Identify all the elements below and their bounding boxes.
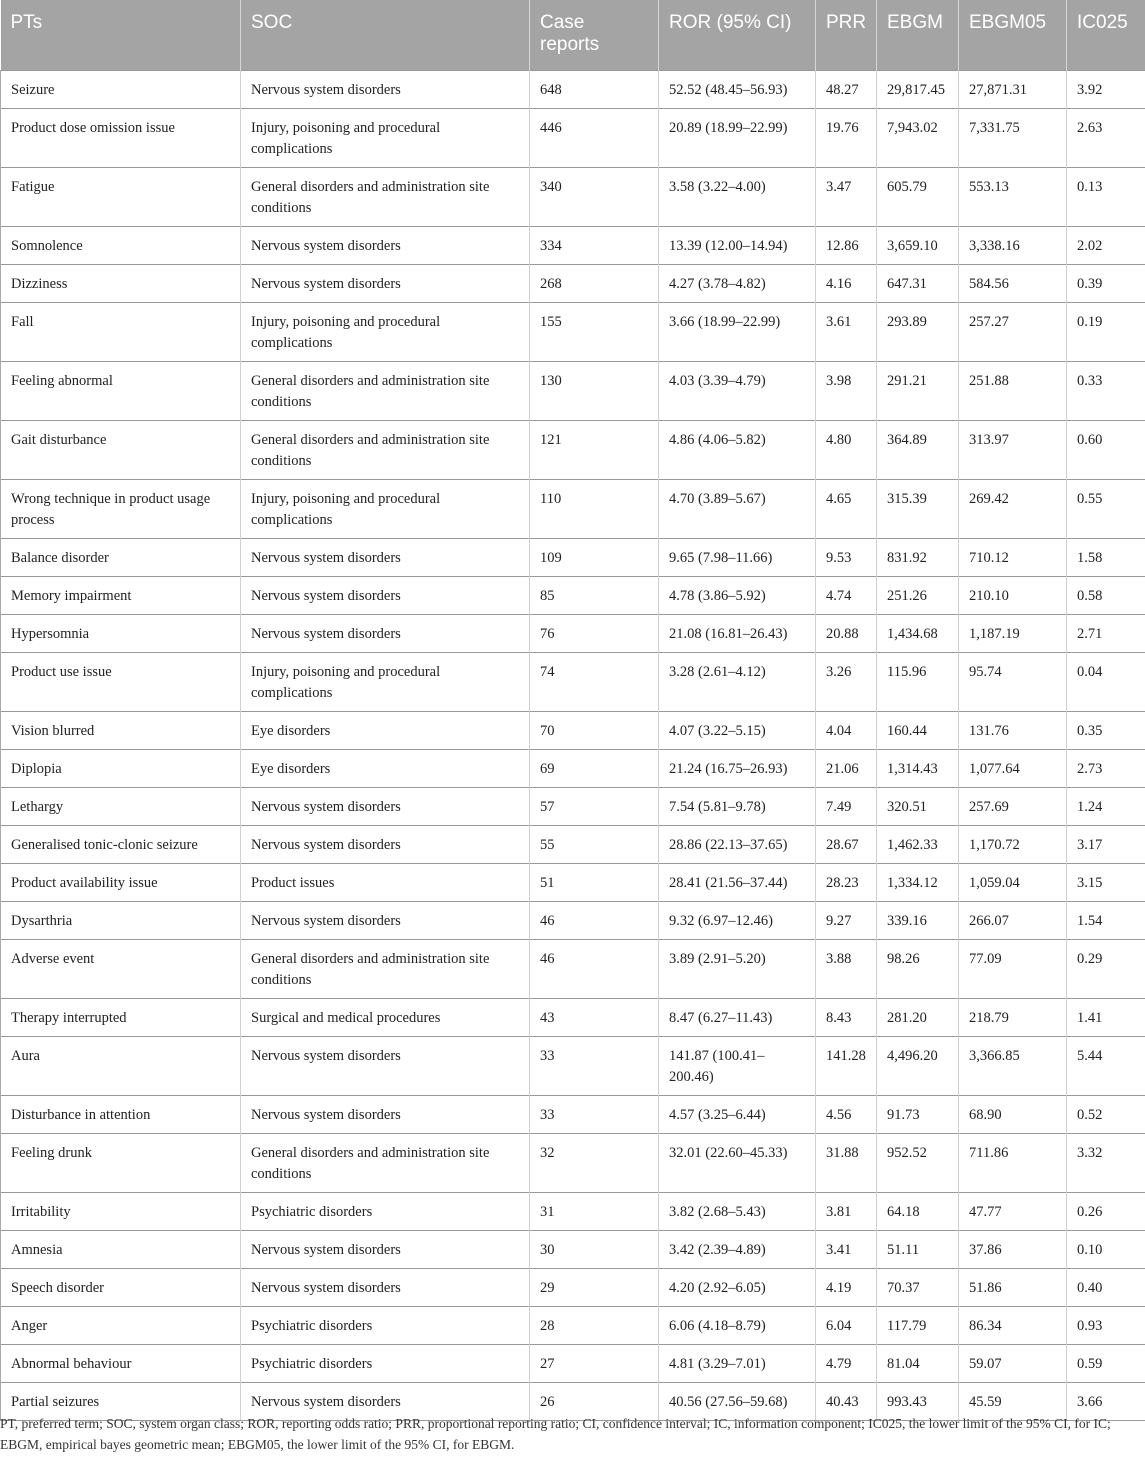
cell-pts: Partial seizures bbox=[1, 1382, 241, 1420]
cell-ebgm05: 7,331.75 bbox=[959, 108, 1067, 167]
cell-ror: 3.66 (18.99–22.99) bbox=[659, 302, 816, 361]
cell-prr: 48.27 bbox=[816, 70, 877, 108]
cell-soc: Nervous system disorders bbox=[241, 1036, 530, 1095]
cell-soc: Nervous system disorders bbox=[241, 1230, 530, 1268]
cell-ebgm: 320.51 bbox=[877, 787, 959, 825]
cell-ebgm: 293.89 bbox=[877, 302, 959, 361]
cell-ebgm05: 251.88 bbox=[959, 361, 1067, 420]
table-header bbox=[1, 0, 1145, 70]
cell-ic025: 0.29 bbox=[1067, 939, 1145, 998]
cell-prr: 9.53 bbox=[816, 538, 877, 576]
table-row bbox=[1, 538, 1145, 576]
cell-pts: Balance disorder bbox=[1, 538, 241, 576]
cell-ebgm: 7,943.02 bbox=[877, 108, 959, 167]
cell-ic025: 0.39 bbox=[1067, 264, 1145, 302]
cell-prr: 3.41 bbox=[816, 1230, 877, 1268]
cell-ebgm05: 218.79 bbox=[959, 998, 1067, 1036]
cell-prr: 3.81 bbox=[816, 1192, 877, 1230]
column-header-ebgm: EBGM bbox=[877, 0, 959, 70]
cell-case-reports: 28 bbox=[530, 1306, 659, 1344]
cell-ebgm: 3,659.10 bbox=[877, 226, 959, 264]
cell-ebgm: 647.31 bbox=[877, 264, 959, 302]
cell-pts: Aura bbox=[1, 1036, 241, 1095]
cell-ebgm: 1,334.12 bbox=[877, 863, 959, 901]
cell-ebgm05: 95.74 bbox=[959, 652, 1067, 711]
cell-soc: Psychiatric disorders bbox=[241, 1192, 530, 1230]
table-row bbox=[1, 108, 1145, 167]
cell-prr: 4.74 bbox=[816, 576, 877, 614]
cell-ic025: 3.66 bbox=[1067, 1382, 1145, 1420]
table-row bbox=[1, 863, 1145, 901]
cell-pts: Feeling drunk bbox=[1, 1133, 241, 1192]
cell-ebgm05: 210.10 bbox=[959, 576, 1067, 614]
cell-pts: Vision blurred bbox=[1, 711, 241, 749]
cell-ic025: 2.02 bbox=[1067, 226, 1145, 264]
cell-prr: 4.56 bbox=[816, 1095, 877, 1133]
cell-ror: 3.28 (2.61–4.12) bbox=[659, 652, 816, 711]
cell-soc: Injury, poisoning and procedural complications bbox=[241, 302, 530, 361]
cell-ror: 28.41 (21.56–37.44) bbox=[659, 863, 816, 901]
cell-ror: 4.70 (3.89–5.67) bbox=[659, 479, 816, 538]
cell-soc: Nervous system disorders bbox=[241, 264, 530, 302]
cell-ic025: 0.40 bbox=[1067, 1268, 1145, 1306]
cell-case-reports: 26 bbox=[530, 1382, 659, 1420]
cell-ic025: 2.71 bbox=[1067, 614, 1145, 652]
cell-ebgm: 98.26 bbox=[877, 939, 959, 998]
cell-soc: Injury, poisoning and procedural complications bbox=[241, 108, 530, 167]
cell-pts: Dysarthria bbox=[1, 901, 241, 939]
cell-prr: 4.16 bbox=[816, 264, 877, 302]
cell-soc: Product issues bbox=[241, 863, 530, 901]
cell-pts: Generalised tonic-clonic seizure bbox=[1, 825, 241, 863]
cell-soc: Nervous system disorders bbox=[241, 576, 530, 614]
cell-ror: 13.39 (12.00–14.94) bbox=[659, 226, 816, 264]
cell-ic025: 3.17 bbox=[1067, 825, 1145, 863]
cell-soc: Surgical and medical procedures bbox=[241, 998, 530, 1036]
cell-ror: 9.65 (7.98–11.66) bbox=[659, 538, 816, 576]
cell-ror: 40.56 (27.56–59.68) bbox=[659, 1382, 816, 1420]
cell-ic025: 2.73 bbox=[1067, 749, 1145, 787]
cell-ic025: 2.63 bbox=[1067, 108, 1145, 167]
cell-case-reports: 30 bbox=[530, 1230, 659, 1268]
cell-soc: Nervous system disorders bbox=[241, 1268, 530, 1306]
cell-ic025: 3.15 bbox=[1067, 863, 1145, 901]
cell-ror: 9.32 (6.97–12.46) bbox=[659, 901, 816, 939]
cell-ic025: 0.59 bbox=[1067, 1344, 1145, 1382]
cell-pts: Product use issue bbox=[1, 652, 241, 711]
cell-soc: Eye disorders bbox=[241, 711, 530, 749]
cell-prr: 141.28 bbox=[816, 1036, 877, 1095]
cell-pts: Abnormal behaviour bbox=[1, 1344, 241, 1382]
column-header-case-reports: Case reports bbox=[530, 0, 659, 70]
cell-case-reports: 55 bbox=[530, 825, 659, 863]
cell-ror: 4.27 (3.78–4.82) bbox=[659, 264, 816, 302]
cell-soc: General disorders and administration site conditions bbox=[241, 1133, 530, 1192]
cell-ebgm05: 45.59 bbox=[959, 1382, 1067, 1420]
cell-pts: Irritability bbox=[1, 1192, 241, 1230]
cell-ror: 141.87 (100.41–200.46) bbox=[659, 1036, 816, 1095]
cell-ic025: 0.13 bbox=[1067, 167, 1145, 226]
cell-case-reports: 33 bbox=[530, 1095, 659, 1133]
cell-soc: Nervous system disorders bbox=[241, 1095, 530, 1133]
cell-soc: General disorders and administration site conditions bbox=[241, 361, 530, 420]
cell-ror: 28.86 (22.13–37.65) bbox=[659, 825, 816, 863]
cell-prr: 7.49 bbox=[816, 787, 877, 825]
cell-prr: 4.80 bbox=[816, 420, 877, 479]
cell-pts: Therapy interrupted bbox=[1, 998, 241, 1036]
cell-prr: 31.88 bbox=[816, 1133, 877, 1192]
table-row bbox=[1, 479, 1145, 538]
cell-ebgm: 160.44 bbox=[877, 711, 959, 749]
cell-prr: 3.98 bbox=[816, 361, 877, 420]
cell-ror: 3.89 (2.91–5.20) bbox=[659, 939, 816, 998]
cell-ebgm: 29,817.45 bbox=[877, 70, 959, 108]
cell-case-reports: 76 bbox=[530, 614, 659, 652]
cell-ebgm: 117.79 bbox=[877, 1306, 959, 1344]
cell-ic025: 0.04 bbox=[1067, 652, 1145, 711]
cell-pts: Gait disturbance bbox=[1, 420, 241, 479]
cell-soc: Nervous system disorders bbox=[241, 538, 530, 576]
cell-case-reports: 340 bbox=[530, 167, 659, 226]
table-row bbox=[1, 361, 1145, 420]
cell-ebgm05: 51.86 bbox=[959, 1268, 1067, 1306]
cell-ic025: 1.41 bbox=[1067, 998, 1145, 1036]
cell-ebgm: 291.21 bbox=[877, 361, 959, 420]
cell-ebgm05: 68.90 bbox=[959, 1095, 1067, 1133]
cell-prr: 20.88 bbox=[816, 614, 877, 652]
cell-case-reports: 46 bbox=[530, 901, 659, 939]
table-row bbox=[1, 1230, 1145, 1268]
table-row bbox=[1, 226, 1145, 264]
cell-ebgm05: 584.56 bbox=[959, 264, 1067, 302]
cell-ebgm: 605.79 bbox=[877, 167, 959, 226]
cell-pts: Hypersomnia bbox=[1, 614, 241, 652]
cell-ebgm05: 3,338.16 bbox=[959, 226, 1067, 264]
cell-ebgm: 1,434.68 bbox=[877, 614, 959, 652]
cell-ebgm05: 1,059.04 bbox=[959, 863, 1067, 901]
table-row bbox=[1, 1133, 1145, 1192]
cell-soc: Nervous system disorders bbox=[241, 901, 530, 939]
cell-pts: Feeling abnormal bbox=[1, 361, 241, 420]
cell-ebgm: 1,462.33 bbox=[877, 825, 959, 863]
cell-pts: Fall bbox=[1, 302, 241, 361]
cell-case-reports: 155 bbox=[530, 302, 659, 361]
cell-ror: 3.58 (3.22–4.00) bbox=[659, 167, 816, 226]
cell-case-reports: 31 bbox=[530, 1192, 659, 1230]
cell-case-reports: 268 bbox=[530, 264, 659, 302]
table-row bbox=[1, 1306, 1145, 1344]
cell-ror: 7.54 (5.81–9.78) bbox=[659, 787, 816, 825]
column-header-ic025: IC025 bbox=[1067, 0, 1145, 70]
cell-ror: 4.07 (3.22–5.15) bbox=[659, 711, 816, 749]
cell-case-reports: 85 bbox=[530, 576, 659, 614]
table-row bbox=[1, 167, 1145, 226]
cell-ebgm05: 313.97 bbox=[959, 420, 1067, 479]
table-row bbox=[1, 614, 1145, 652]
cell-case-reports: 46 bbox=[530, 939, 659, 998]
cell-ror: 21.08 (16.81–26.43) bbox=[659, 614, 816, 652]
cell-ebgm: 70.37 bbox=[877, 1268, 959, 1306]
cell-ebgm: 993.43 bbox=[877, 1382, 959, 1420]
cell-soc: Nervous system disorders bbox=[241, 1382, 530, 1420]
cell-ebgm: 952.52 bbox=[877, 1133, 959, 1192]
table-row bbox=[1, 652, 1145, 711]
cell-case-reports: 130 bbox=[530, 361, 659, 420]
cell-case-reports: 110 bbox=[530, 479, 659, 538]
cell-ebgm05: 86.34 bbox=[959, 1306, 1067, 1344]
cell-prr: 3.88 bbox=[816, 939, 877, 998]
cell-soc: General disorders and administration site conditions bbox=[241, 939, 530, 998]
cell-prr: 8.43 bbox=[816, 998, 877, 1036]
cell-prr: 9.27 bbox=[816, 901, 877, 939]
cell-ror: 4.81 (3.29–7.01) bbox=[659, 1344, 816, 1382]
cell-prr: 6.04 bbox=[816, 1306, 877, 1344]
cell-pts: Anger bbox=[1, 1306, 241, 1344]
cell-ebgm05: 131.76 bbox=[959, 711, 1067, 749]
cell-soc: Nervous system disorders bbox=[241, 787, 530, 825]
cell-ic025: 0.26 bbox=[1067, 1192, 1145, 1230]
cell-pts: Product availability issue bbox=[1, 863, 241, 901]
table-row bbox=[1, 576, 1145, 614]
cell-ebgm: 64.18 bbox=[877, 1192, 959, 1230]
cell-ic025: 1.58 bbox=[1067, 538, 1145, 576]
cell-ebgm: 51.11 bbox=[877, 1230, 959, 1268]
cell-ebgm: 831.92 bbox=[877, 538, 959, 576]
cell-prr: 28.67 bbox=[816, 825, 877, 863]
cell-ic025: 0.52 bbox=[1067, 1095, 1145, 1133]
table-row bbox=[1, 1192, 1145, 1230]
table-row bbox=[1, 939, 1145, 998]
cell-soc: Psychiatric disorders bbox=[241, 1344, 530, 1382]
cell-case-reports: 51 bbox=[530, 863, 659, 901]
cell-ic025: 0.35 bbox=[1067, 711, 1145, 749]
cell-pts: Dizziness bbox=[1, 264, 241, 302]
column-header-ror: ROR (95% CI) bbox=[659, 0, 816, 70]
table-row bbox=[1, 749, 1145, 787]
cell-soc: Eye disorders bbox=[241, 749, 530, 787]
cell-pts: Lethargy bbox=[1, 787, 241, 825]
cell-case-reports: 29 bbox=[530, 1268, 659, 1306]
cell-case-reports: 57 bbox=[530, 787, 659, 825]
cell-prr: 3.47 bbox=[816, 167, 877, 226]
cell-ic025: 0.55 bbox=[1067, 479, 1145, 538]
cell-ebgm05: 77.09 bbox=[959, 939, 1067, 998]
cell-ic025: 0.10 bbox=[1067, 1230, 1145, 1268]
table-row bbox=[1, 825, 1145, 863]
cell-ebgm05: 257.27 bbox=[959, 302, 1067, 361]
cell-ebgm05: 37.86 bbox=[959, 1230, 1067, 1268]
cell-ebgm05: 27,871.31 bbox=[959, 70, 1067, 108]
cell-case-reports: 74 bbox=[530, 652, 659, 711]
cell-ic025: 0.58 bbox=[1067, 576, 1145, 614]
cell-ror: 4.03 (3.39–4.79) bbox=[659, 361, 816, 420]
cell-soc: Psychiatric disorders bbox=[241, 1306, 530, 1344]
cell-case-reports: 32 bbox=[530, 1133, 659, 1192]
cell-soc: Injury, poisoning and procedural complications bbox=[241, 652, 530, 711]
table-row bbox=[1, 998, 1145, 1036]
cell-pts: Fatigue bbox=[1, 167, 241, 226]
cell-ic025: 0.19 bbox=[1067, 302, 1145, 361]
table-row bbox=[1, 1268, 1145, 1306]
cell-ic025: 1.24 bbox=[1067, 787, 1145, 825]
cell-prr: 19.76 bbox=[816, 108, 877, 167]
cell-ic025: 5.44 bbox=[1067, 1036, 1145, 1095]
cell-ic025: 0.93 bbox=[1067, 1306, 1145, 1344]
cell-pts: Memory impairment bbox=[1, 576, 241, 614]
cell-ebgm05: 47.77 bbox=[959, 1192, 1067, 1230]
cell-prr: 3.26 bbox=[816, 652, 877, 711]
cell-soc: General disorders and administration site conditions bbox=[241, 167, 530, 226]
cell-ror: 4.57 (3.25–6.44) bbox=[659, 1095, 816, 1133]
cell-ebgm: 91.73 bbox=[877, 1095, 959, 1133]
cell-soc: Nervous system disorders bbox=[241, 70, 530, 108]
cell-ic025: 0.33 bbox=[1067, 361, 1145, 420]
cell-ic025: 3.92 bbox=[1067, 70, 1145, 108]
cell-soc: Nervous system disorders bbox=[241, 614, 530, 652]
table-body bbox=[1, 70, 1145, 1420]
cell-pts: Somnolence bbox=[1, 226, 241, 264]
cell-prr: 4.79 bbox=[816, 1344, 877, 1382]
cell-case-reports: 648 bbox=[530, 70, 659, 108]
cell-ebgm05: 711.86 bbox=[959, 1133, 1067, 1192]
cell-case-reports: 109 bbox=[530, 538, 659, 576]
cell-soc: Nervous system disorders bbox=[241, 825, 530, 863]
cell-ebgm05: 257.69 bbox=[959, 787, 1067, 825]
column-header-soc: SOC bbox=[241, 0, 530, 70]
table-row bbox=[1, 1095, 1145, 1133]
table-row bbox=[1, 787, 1145, 825]
cell-ebgm: 251.26 bbox=[877, 576, 959, 614]
cell-prr: 4.65 bbox=[816, 479, 877, 538]
cell-ror: 4.78 (3.86–5.92) bbox=[659, 576, 816, 614]
table-row bbox=[1, 70, 1145, 108]
cell-ebgm: 364.89 bbox=[877, 420, 959, 479]
cell-ebgm05: 3,366.85 bbox=[959, 1036, 1067, 1095]
cell-ebgm05: 269.42 bbox=[959, 479, 1067, 538]
cell-case-reports: 69 bbox=[530, 749, 659, 787]
cell-pts: Wrong technique in product usage process bbox=[1, 479, 241, 538]
column-header-pts: PTs bbox=[1, 0, 241, 70]
cell-soc: General disorders and administration site conditions bbox=[241, 420, 530, 479]
cell-pts: Product dose omission issue bbox=[1, 108, 241, 167]
column-header-ebgm05: EBGM05 bbox=[959, 0, 1067, 70]
cell-ror: 4.86 (4.06–5.82) bbox=[659, 420, 816, 479]
cell-pts: Adverse event bbox=[1, 939, 241, 998]
cell-pts: Amnesia bbox=[1, 1230, 241, 1268]
cell-ebgm: 4,496.20 bbox=[877, 1036, 959, 1095]
table-row bbox=[1, 420, 1145, 479]
cell-pts: Speech disorder bbox=[1, 1268, 241, 1306]
cell-case-reports: 70 bbox=[530, 711, 659, 749]
cell-ror: 21.24 (16.75–26.93) bbox=[659, 749, 816, 787]
table-row bbox=[1, 264, 1145, 302]
cell-prr: 28.23 bbox=[816, 863, 877, 901]
cell-ror: 8.47 (6.27–11.43) bbox=[659, 998, 816, 1036]
cell-ebgm05: 710.12 bbox=[959, 538, 1067, 576]
table-row bbox=[1, 711, 1145, 749]
cell-prr: 3.61 bbox=[816, 302, 877, 361]
cell-prr: 40.43 bbox=[816, 1382, 877, 1420]
cell-pts: Disturbance in attention bbox=[1, 1095, 241, 1133]
cell-ebgm: 115.96 bbox=[877, 652, 959, 711]
cell-ebgm05: 1,077.64 bbox=[959, 749, 1067, 787]
cell-soc: Injury, poisoning and procedural complications bbox=[241, 479, 530, 538]
cell-case-reports: 27 bbox=[530, 1344, 659, 1382]
cell-ic025: 1.54 bbox=[1067, 901, 1145, 939]
table-row bbox=[1, 1036, 1145, 1095]
cell-case-reports: 43 bbox=[530, 998, 659, 1036]
cell-ebgm05: 266.07 bbox=[959, 901, 1067, 939]
cell-ror: 20.89 (18.99–22.99) bbox=[659, 108, 816, 167]
cell-prr: 12.86 bbox=[816, 226, 877, 264]
cell-ebgm: 281.20 bbox=[877, 998, 959, 1036]
cell-prr: 4.19 bbox=[816, 1268, 877, 1306]
cell-ebgm: 1,314.43 bbox=[877, 749, 959, 787]
table-row bbox=[1, 1344, 1145, 1382]
table-footnote: PT, preferred term; SOC, system organ class; ROR, reporting odds ratio; PRR, proportional reporting ratio; CI, confidence interval; IC, information component; IC025, the lower limit of the 95% CI, for IC; EBGM, empirical bayes geometric mean; EBGM05, the lower limit of the 95% CI, for EBGM. bbox=[0, 1416, 1111, 1452]
cell-ror: 32.01 (22.60–45.33) bbox=[659, 1133, 816, 1192]
column-header-prr: PRR bbox=[816, 0, 877, 70]
cell-ic025: 3.32 bbox=[1067, 1133, 1145, 1192]
cell-ror: 3.82 (2.68–5.43) bbox=[659, 1192, 816, 1230]
cell-pts: Diplopia bbox=[1, 749, 241, 787]
cell-case-reports: 446 bbox=[530, 108, 659, 167]
header-row bbox=[1, 0, 1145, 70]
cell-ror: 3.42 (2.39–4.89) bbox=[659, 1230, 816, 1268]
cell-soc: Nervous system disorders bbox=[241, 226, 530, 264]
table-row bbox=[1, 302, 1145, 361]
cell-pts: Seizure bbox=[1, 70, 241, 108]
cell-ror: 6.06 (4.18–8.79) bbox=[659, 1306, 816, 1344]
cell-prr: 21.06 bbox=[816, 749, 877, 787]
cell-case-reports: 33 bbox=[530, 1036, 659, 1095]
cell-ebgm05: 1,170.72 bbox=[959, 825, 1067, 863]
cell-ebgm05: 59.07 bbox=[959, 1344, 1067, 1382]
cell-case-reports: 334 bbox=[530, 226, 659, 264]
cell-case-reports: 121 bbox=[530, 420, 659, 479]
cell-ebgm05: 1,187.19 bbox=[959, 614, 1067, 652]
cell-ebgm: 315.39 bbox=[877, 479, 959, 538]
table-row bbox=[1, 901, 1145, 939]
cell-ic025: 0.60 bbox=[1067, 420, 1145, 479]
cell-ebgm: 339.16 bbox=[877, 901, 959, 939]
cell-ebgm05: 553.13 bbox=[959, 167, 1067, 226]
cell-prr: 4.04 bbox=[816, 711, 877, 749]
cell-ror: 52.52 (48.45–56.93) bbox=[659, 70, 816, 108]
cell-ebgm: 81.04 bbox=[877, 1344, 959, 1382]
cell-ror: 4.20 (2.92–6.05) bbox=[659, 1268, 816, 1306]
